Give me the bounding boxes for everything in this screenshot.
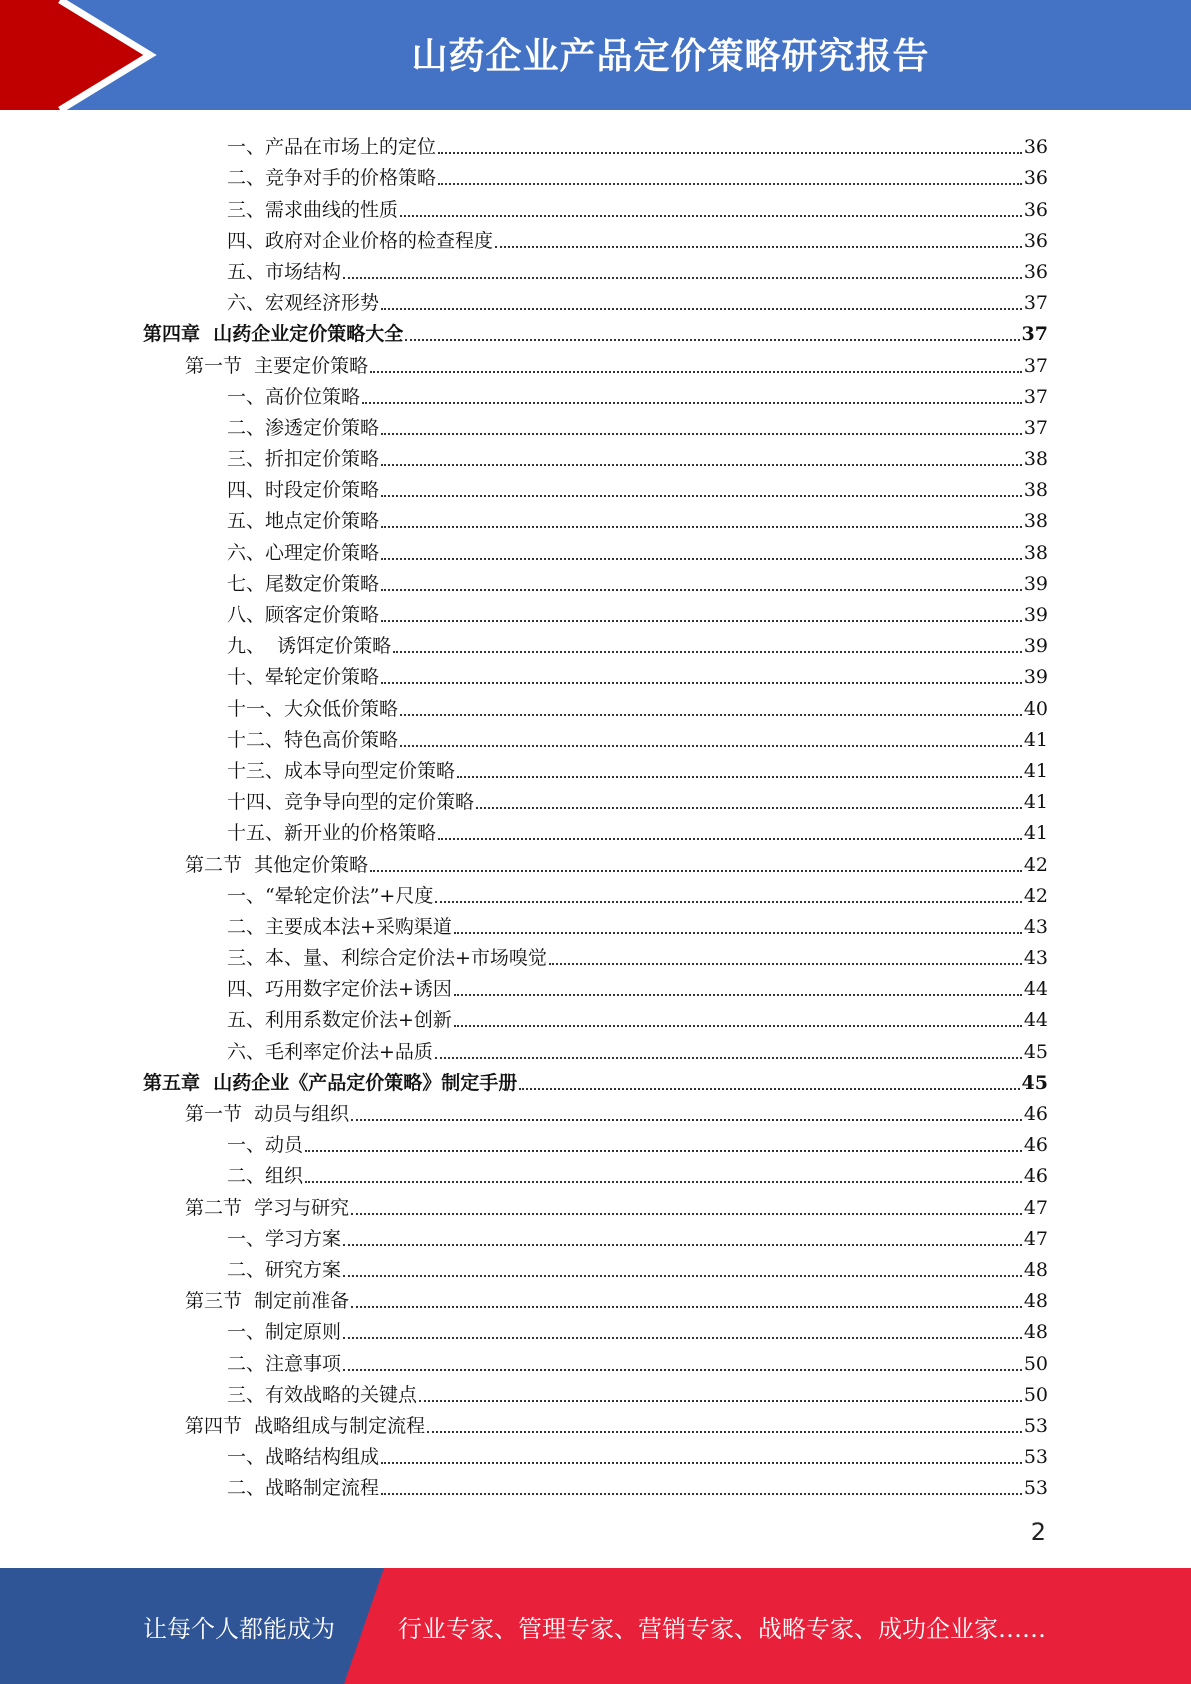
toc-dot-leader xyxy=(381,308,1022,310)
toc-item[interactable] xyxy=(143,159,1048,190)
toc-entry-title: 三、有效战略的关键点 xyxy=(227,1383,418,1406)
toc-item[interactable] xyxy=(143,565,1048,596)
toc-entry-title: 四、巧用数字定价法+诱因 xyxy=(227,978,452,1001)
toc-page-number: 47 xyxy=(1023,1227,1048,1250)
toc-item[interactable] xyxy=(143,721,1048,752)
toc-dot-leader xyxy=(400,215,1022,217)
toc-item[interactable] xyxy=(143,378,1048,409)
toc-entry-title: 三、折扣定价策略 xyxy=(227,448,380,471)
toc-entry-title: 第四章 山药企业定价策略大全 xyxy=(143,323,404,346)
toc-page-number: 41 xyxy=(1023,759,1048,782)
toc-page-number: 41 xyxy=(1023,822,1048,845)
toc-entry-title: 一、制定原则 xyxy=(227,1321,342,1344)
toc-entry-title: 四、时段定价策略 xyxy=(227,479,380,502)
toc-entry-title: 十五、新开业的价格策略 xyxy=(227,822,437,845)
report-title: 山药企业产品定价策略研究报告 xyxy=(411,35,930,77)
toc-page-number: 46 xyxy=(1023,1103,1048,1125)
toc-dot-leader xyxy=(381,558,1022,560)
toc-dot-leader xyxy=(405,339,1019,341)
toc-dot-leader xyxy=(362,402,1022,404)
toc-section[interactable] xyxy=(143,1095,1048,1126)
toc-item[interactable] xyxy=(143,1469,1048,1500)
toc-section[interactable] xyxy=(143,1407,1048,1438)
toc-chapter[interactable] xyxy=(143,315,1048,346)
toc-entry-title: 十三、成本导向型定价策略 xyxy=(227,759,456,782)
toc-section[interactable] xyxy=(143,346,1048,377)
toc-section[interactable] xyxy=(143,1282,1048,1313)
toc-section[interactable] xyxy=(143,845,1048,876)
toc-item[interactable] xyxy=(143,783,1048,814)
toc-entry-title: 六、毛利率定价法+品质 xyxy=(227,1040,433,1063)
toc-dot-leader xyxy=(381,433,1022,435)
toc-dot-leader xyxy=(351,1119,1022,1121)
toc-dot-leader xyxy=(457,776,1022,778)
toc-item[interactable] xyxy=(143,877,1048,908)
toc-dot-leader xyxy=(400,745,1022,747)
toc-item[interactable] xyxy=(143,596,1048,627)
toc-entry-title: 一、战略结构组成 xyxy=(227,1446,380,1469)
toc-entry-title: 十、晕轮定价策略 xyxy=(227,666,380,689)
toc-page-number: 44 xyxy=(1023,1009,1048,1032)
toc-page-number: 38 xyxy=(1023,479,1048,502)
toc-dot-leader xyxy=(343,1337,1022,1339)
toc-dot-leader xyxy=(381,464,1022,466)
table-of-contents xyxy=(143,128,1048,1500)
toc-page-number: 37 xyxy=(1023,354,1048,377)
toc-page-number: 43 xyxy=(1023,947,1048,970)
toc-page-number: 36 xyxy=(1023,260,1048,283)
toc-page-number: 42 xyxy=(1023,884,1048,907)
toc-entry-title: 二、组织 xyxy=(227,1165,304,1188)
toc-page-number: 36 xyxy=(1023,229,1048,252)
toc-page-number: 46 xyxy=(1023,1165,1048,1188)
toc-entry-title: 三、需求曲线的性质 xyxy=(227,198,399,221)
toc-dot-leader xyxy=(438,152,1022,154)
footer-slogan-left: 让每个人都能成为 xyxy=(143,1614,335,1643)
toc-dot-leader xyxy=(305,1181,1022,1183)
toc-page-number: 47 xyxy=(1023,1196,1048,1219)
toc-item[interactable] xyxy=(143,1001,1048,1032)
toc-entry-title: 六、心理定价策略 xyxy=(227,541,380,564)
toc-item[interactable] xyxy=(143,502,1048,533)
toc-item[interactable] xyxy=(143,440,1048,471)
toc-dot-leader xyxy=(381,1493,1022,1495)
toc-entry-title: 八、顾客定价策略 xyxy=(227,604,380,626)
toc-item[interactable] xyxy=(143,409,1048,440)
toc-dot-leader xyxy=(343,277,1022,279)
toc-page-number: 45 xyxy=(1023,1040,1048,1063)
toc-entry-title: 一、“晕轮定价法”+尺度 xyxy=(227,884,434,907)
toc-page-number: 36 xyxy=(1023,167,1048,190)
toc-entry-title: 二、注意事项 xyxy=(227,1352,342,1375)
toc-entry-title: 第一节 主要定价策略 xyxy=(185,354,369,377)
toc-entry-title: 七、尾数定价策略 xyxy=(227,572,380,595)
toc-page-number: 44 xyxy=(1023,978,1048,1001)
toc-dot-leader xyxy=(549,963,1022,965)
toc-page-number: 37 xyxy=(1023,416,1048,439)
toc-entry-title: 第二节 其他定价策略 xyxy=(185,853,369,876)
toc-dot-leader xyxy=(381,526,1022,528)
toc-item[interactable] xyxy=(143,689,1048,720)
footer-slogan-right: 行业专家、管理专家、营销专家、战略专家、成功企业家…… xyxy=(398,1614,1046,1643)
toc-item[interactable] xyxy=(143,939,1048,970)
toc-dot-leader xyxy=(351,1213,1022,1215)
toc-page-number: 38 xyxy=(1023,510,1048,533)
toc-entry-title: 二、研究方案 xyxy=(227,1258,342,1281)
toc-page-number: 48 xyxy=(1023,1290,1048,1313)
toc-page-number: 39 xyxy=(1023,572,1048,595)
red-arrow-decoration xyxy=(0,0,160,110)
page-footer xyxy=(0,1568,1191,1684)
toc-dot-leader xyxy=(435,901,1021,903)
toc-entry-title: 九、 诱饵定价策略 xyxy=(227,635,392,658)
toc-item[interactable] xyxy=(143,471,1048,502)
toc-item[interactable] xyxy=(143,1376,1048,1407)
toc-page-number: 40 xyxy=(1023,697,1048,720)
page-number: 2 xyxy=(1030,1518,1046,1546)
toc-item[interactable] xyxy=(143,222,1048,253)
toc-entry-title: 五、利用系数定价法+创新 xyxy=(227,1009,452,1032)
toc-dot-leader xyxy=(438,183,1022,185)
toc-entry-title: 一、产品在市场上的定位 xyxy=(227,136,437,159)
toc-entry-title: 二、战略制定流程 xyxy=(227,1477,380,1500)
toc-entry-title: 第四节 战略组成与制定流程 xyxy=(185,1414,426,1437)
toc-dot-leader xyxy=(343,1275,1022,1277)
toc-entry-title: 一、高价位策略 xyxy=(227,385,361,408)
toc-dot-leader xyxy=(454,1025,1022,1027)
toc-dot-leader xyxy=(370,371,1022,373)
toc-page-number: 41 xyxy=(1023,791,1048,814)
toc-item[interactable] xyxy=(143,814,1048,845)
toc-dot-leader xyxy=(343,1244,1022,1246)
toc-page-number: 46 xyxy=(1023,1134,1048,1157)
toc-dot-leader xyxy=(343,1369,1022,1371)
toc-dot-leader xyxy=(454,932,1022,934)
toc-item[interactable] xyxy=(143,658,1048,689)
toc-item[interactable] xyxy=(143,1157,1048,1188)
toc-entry-title: 二、竞争对手的价格策略 xyxy=(227,167,437,190)
toc-entry-title: 四、政府对企业价格的检查程度 xyxy=(227,229,494,252)
toc-item[interactable] xyxy=(143,533,1048,564)
toc-dot-leader xyxy=(381,589,1022,591)
toc-page-number: 53 xyxy=(1023,1477,1048,1500)
toc-page-number: 38 xyxy=(1023,448,1048,471)
toc-page-number: 37 xyxy=(1023,292,1048,315)
toc-page-number: 42 xyxy=(1023,853,1048,876)
toc-page-number: 48 xyxy=(1023,1258,1048,1281)
toc-page-number: 39 xyxy=(1023,635,1048,658)
toc-entry-title: 一、学习方案 xyxy=(227,1227,342,1250)
toc-entry-title: 一、动员 xyxy=(227,1134,304,1157)
page-header xyxy=(0,0,1191,110)
toc-item[interactable] xyxy=(143,1313,1048,1344)
toc-item[interactable] xyxy=(143,627,1048,658)
toc-entry-title: 第五章 山药企业《产品定价策略》制定手册 xyxy=(143,1071,518,1094)
toc-item[interactable] xyxy=(143,128,1048,159)
toc-dot-leader xyxy=(381,620,1022,622)
toc-page-number: 50 xyxy=(1023,1352,1048,1375)
toc-page-number: 50 xyxy=(1023,1383,1048,1406)
toc-page-number: 45 xyxy=(1021,1071,1048,1094)
toc-dot-leader xyxy=(305,1150,1022,1152)
toc-entry-title: 二、主要成本法+采购渠道 xyxy=(227,915,452,938)
toc-entry-title: 六、宏观经济形势 xyxy=(227,292,380,315)
toc-page-number: 43 xyxy=(1023,915,1048,938)
toc-dot-leader xyxy=(419,1400,1022,1402)
toc-dot-leader xyxy=(351,1306,1022,1308)
toc-item[interactable] xyxy=(143,1220,1048,1251)
toc-item[interactable] xyxy=(143,908,1048,939)
toc-item[interactable] xyxy=(143,190,1048,221)
toc-page-number: 41 xyxy=(1023,728,1048,751)
toc-entry-title: 第二节 学习与研究 xyxy=(185,1196,350,1219)
toc-dot-leader xyxy=(495,246,1022,248)
toc-chapter[interactable] xyxy=(143,1064,1048,1095)
toc-page-number: 39 xyxy=(1023,666,1048,689)
toc-page-number: 53 xyxy=(1023,1446,1048,1469)
toc-entry-title: 第三节 制定前准备 xyxy=(185,1290,350,1313)
toc-dot-leader xyxy=(476,807,1022,809)
toc-page-number: 36 xyxy=(1023,198,1048,221)
toc-entry-title: 十四、竞争导向型的定价策略 xyxy=(227,791,475,814)
toc-item[interactable] xyxy=(143,752,1048,783)
toc-item[interactable] xyxy=(143,1032,1048,1063)
toc-dot-leader xyxy=(435,1057,1022,1059)
toc-item[interactable] xyxy=(143,284,1048,315)
toc-item[interactable] xyxy=(143,1438,1048,1469)
toc-dot-leader xyxy=(400,714,1022,716)
toc-dot-leader xyxy=(427,1431,1022,1433)
toc-dot-leader xyxy=(381,495,1022,497)
toc-entry-title: 十二、特色高价策略 xyxy=(227,728,399,751)
toc-dot-leader xyxy=(370,870,1022,872)
toc-entry-title: 五、市场结构 xyxy=(227,260,342,283)
toc-dot-leader xyxy=(519,1088,1019,1090)
toc-page-number: 37 xyxy=(1023,385,1048,408)
toc-entry-title: 二、渗透定价策略 xyxy=(227,416,380,439)
toc-item[interactable] xyxy=(143,1344,1048,1375)
toc-dot-leader xyxy=(454,994,1022,996)
toc-page-number: 48 xyxy=(1023,1321,1048,1344)
toc-entry-title: 三、本、量、利综合定价法+市场嗅觉 xyxy=(227,947,547,970)
toc-page-number: 53 xyxy=(1023,1414,1048,1437)
toc-dot-leader xyxy=(381,682,1022,684)
toc-entry-title: 五、地点定价策略 xyxy=(227,510,380,533)
toc-item[interactable] xyxy=(143,253,1048,284)
toc-page-number: 37 xyxy=(1021,323,1048,346)
toc-entry-title: 十一、大众低价策略 xyxy=(227,697,399,720)
toc-dot-leader xyxy=(393,651,1022,653)
toc-page-number: 38 xyxy=(1023,541,1048,564)
toc-item[interactable] xyxy=(143,970,1048,1001)
toc-item[interactable] xyxy=(143,1126,1048,1157)
toc-item[interactable] xyxy=(143,1251,1048,1282)
toc-section[interactable] xyxy=(143,1188,1048,1219)
toc-dot-leader xyxy=(438,838,1022,840)
toc-dot-leader xyxy=(381,1462,1022,1464)
toc-page-number: 39 xyxy=(1023,604,1048,626)
toc-entry-title: 第一节 动员与组织 xyxy=(185,1103,350,1125)
toc-page-number: 36 xyxy=(1023,136,1048,159)
